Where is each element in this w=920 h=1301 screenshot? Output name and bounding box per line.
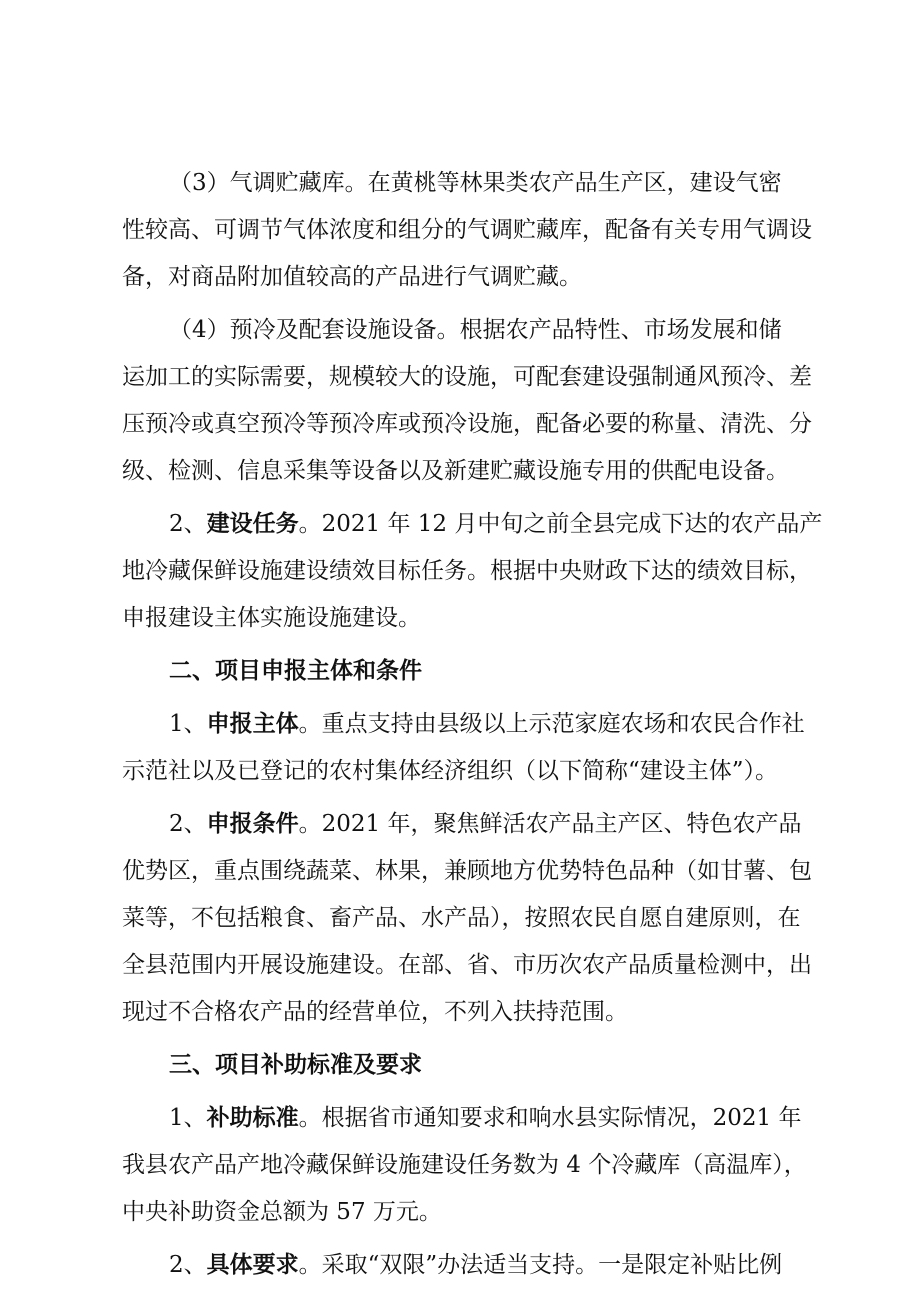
item-text: 。采取“双限”办法适当支持。一是限定补贴比例 (298, 1252, 783, 1278)
text-line (122, 1095, 812, 1142)
item-title: 具体要求 (206, 1252, 299, 1278)
item-number: 2、 (169, 1252, 207, 1278)
text-line: 优势区，重点围绕蔬菜、林果，兼顾地方优势特色品种（如甘薯、包 (122, 858, 812, 884)
item-title: 补助标准 (206, 1105, 299, 1131)
text-line: 压预冷或真空预冷等预冷库或预冷设施，配备必要的称量、清洗、分 (122, 411, 812, 437)
section-heading-3: 三、项目补助标准及要求 (169, 1052, 422, 1078)
text-line: 我县农产品产地冷藏保鲜设施建设任务数为 4 个冷藏库（高温库）， (122, 1152, 807, 1178)
paragraph-precooling (122, 307, 812, 495)
text-line: 菜等，不包括粮食、畜产品、水产品），按照农民自愿自建原则，在 (122, 905, 801, 931)
text-line: 备，对商品附加值较高的产品进行气调贮藏。 (122, 264, 582, 290)
item-title: 申报主体 (206, 711, 299, 737)
item-number: 1、 (169, 711, 207, 737)
text-line (122, 801, 812, 848)
text-line: 示范社以及已登记的农村集体经济组织（以下简称“建设主体”）。 (122, 758, 779, 784)
text-line: （4）预冷及配套设施设备。根据农产品特性、市场发展和储 (169, 317, 782, 343)
paragraph-subsidy-standard (122, 1095, 812, 1236)
text-line (122, 1242, 812, 1289)
text-line: 申报建设主体实施设施建设。 (122, 605, 421, 631)
paragraph-conditions (122, 801, 812, 1036)
item-text: 。2021 年 12 月中旬之前全县完成下达的农产品产 (298, 511, 823, 537)
paragraph-requirements (122, 1242, 812, 1289)
item-text: 。2021 年，聚焦鲜活农产品主产区、特色农产品 (298, 811, 802, 837)
text-line: （3）气调贮藏库。在黄桃等林果类农产品生产区，建设气密 (169, 170, 782, 196)
item-title: 申报条件 (206, 811, 299, 837)
paragraph-construction-task (122, 501, 823, 642)
item-text: 。根据省市通知要求和响水县实际情况，2021 年 (298, 1105, 802, 1131)
text-line: 全县范围内开展设施建设。在部、省、市历次农产品质量检测中，出 (122, 952, 812, 978)
text-line: 地冷藏保鲜设施建设绩效目标任务。根据中央财政下达的绩效目标， (122, 558, 812, 584)
text-line (122, 501, 823, 548)
paragraph-applicant (122, 701, 812, 795)
section-heading-2: 二、项目申报主体和条件 (169, 658, 422, 684)
text-line: 级、检测、信息采集等设备以及新建贮藏设施专用的供配电设备。 (122, 458, 789, 484)
item-title: 建设任务 (206, 511, 299, 537)
text-line: 运加工的实际需要，规模较大的设施，可配套建设强制通风预冷、差 (122, 364, 812, 390)
paragraph-cold-storage (122, 160, 812, 301)
item-number: 2、 (169, 811, 207, 837)
text-line: 中央补助资金总额为 57 万元。 (122, 1199, 442, 1225)
text-line: 现过不合格农产品的经营单位，不列入扶持范围。 (122, 999, 628, 1025)
item-number: 2、 (169, 511, 207, 537)
text-line (122, 701, 812, 748)
item-text: 。重点支持由县级以上示范家庭农场和农民合作社 (298, 711, 805, 737)
document-body (122, 160, 823, 1289)
item-number: 1、 (169, 1105, 207, 1131)
text-line: 性较高、可调节气体浓度和组分的气调贮藏库，配备有关专用气调设 (122, 217, 812, 243)
